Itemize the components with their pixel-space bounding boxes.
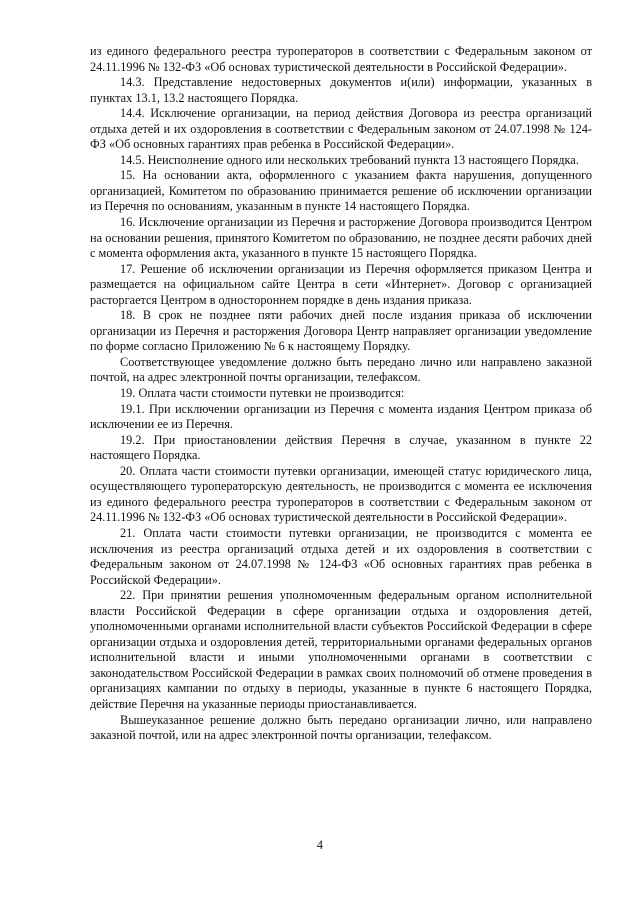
- paragraph-19-2: 19.2. При приостановлении действия Перечня в случае, указанном в пункте 22 настоящего Порядка.: [90, 432, 592, 463]
- paragraph-continuation: из единого федерального реестра туроператоров в соответствии с Федеральным законом от 24.11.1996 № 132-ФЗ «Об основах туристической деятельности в Российской Федерации».: [90, 44, 592, 74]
- document-body: [90, 44, 592, 744]
- paragraph-18-notice: Соответствующее уведомление должно быть передано лично или направлено заказной почтой, на адрес электронной почты организации, телефаксом.: [90, 354, 592, 385]
- paragraph-18: 18. В срок не позднее пяти рабочих дней после издания приказа об исключении организации из Перечня и расторжения Договора Центр направляет организации уведомление по форме согласно Приложению № 6 к настоящему Порядку.: [90, 308, 592, 354]
- page-number: 4: [316, 838, 324, 852]
- paragraph-19-1: 19.1. При исключении организации из Перечня с момента издания Центром приказа об исключении ее из Перечня.: [90, 401, 592, 432]
- paragraph-17: 17. Решение об исключении организации из Перечня оформляется приказом Центра и размещается на официальном сайте Центра в сети «Интернет». Договор с организацией расторгается Центром в одностороннем порядке в день издания приказа.: [90, 261, 592, 307]
- paragraph-14-3: 14.3. Представление недостоверных документов и(или) информации, указанных в пунктах 13.1, 13.2 настоящего Порядка.: [90, 75, 592, 105]
- paragraph-15: 15. На основании акта, оформленного с указанием факта нарушения, допущенного организацией, Комитетом по образованию принимается решение об исключении организации из Перечня по основаниям, указанным в пункте 14 настоящего Порядка.: [90, 168, 592, 214]
- paragraph-14-4: 14.4. Исключение организации, на период действия Договора из реестра организаций отдыха детей и их оздоровления в соответствии с Федеральным законом от 24.07.1998 № 124-ФЗ «Об основных гарантиях прав ребенка в Российской Федерации».: [90, 106, 592, 152]
- paragraph-22-delivery: Вышеуказанное решение должно быть передано организации лично, или направлено заказной почтой, или на адрес электронной почты организации, телефаксом.: [90, 712, 592, 743]
- paragraph-16: 16. Исключение организации из Перечня и расторжение Договора производится Центром на основании решения, принятого Комитетом по образованию, не позднее десяти рабочих дней с момента оформления акта, указанного в пункте 15 настоящего Порядка.: [90, 215, 592, 261]
- paragraph-19: 19. Оплата части стоимости путевки не производится:: [120, 386, 405, 401]
- paragraph-20: 20. Оплата части стоимости путевки организации, имеющей статус юридического лица, осуществляющего туроператорскую деятельность, не производится с момента ее исключения из единого федерального реестра туроператоров в соответствии с Федеральным законом от 24.11.1996 № 132-ФЗ «Об основах туристической деятельности в Российской Федерации».: [90, 463, 592, 525]
- paragraph-14-5: 14.5. Неисполнение одного или нескольких требований пункта 13 настоящего Порядка.: [120, 152, 579, 167]
- paragraph-21: 21. Оплата части стоимости путевки организации, не производится с момента ее исключения из реестра организаций отдыха детей и их оздоровления в соответствии с Федеральным законом от 24.07.1998 № 124-ФЗ «Об основных гарантиях прав ребенка в Российской Федерации».: [90, 525, 592, 587]
- paragraph-22: 22. При принятии решения уполномоченным федеральным органом исполнительной власти Российской Федерации в сфере организации отдыха и оздоровления детей, уполномоченными органами исполнительной власти субъектов Российской Федерации в сфере организации отдыха и оздоровления детей, территориальными органами федеральных органов исполнительной власти и иными уполномоченными органами в соответствии с законодательством Российской Федерации в рамках своих полномочий об отмене проведения в организациях кампании по отдыху в периоды, указанные в пункте 6 настоящего Порядка, действие Перечня на указанные периоды приостанавливается.: [90, 588, 592, 711]
